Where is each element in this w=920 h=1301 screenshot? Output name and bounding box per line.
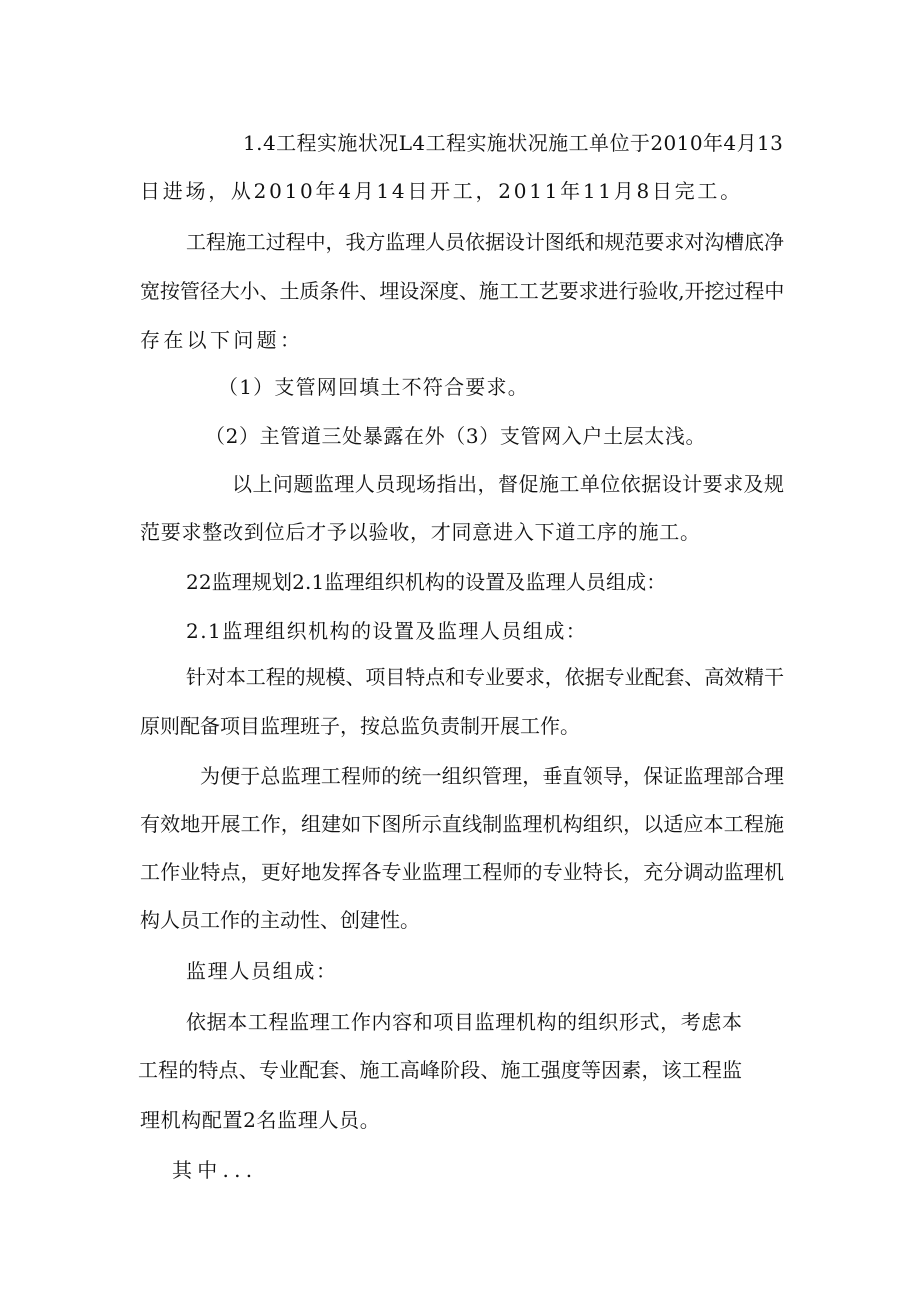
text-line-1: 1.4工程实施状况L4工程实施状况施工单位于2010年4月13 — [243, 131, 784, 155]
text-line-14: 为便于总监理工程师的统一组织管理，垂直领导，保证监理部合理 — [200, 764, 785, 788]
text-line-17: 构人员工作的主动性、创建性。 — [140, 908, 420, 932]
text-line-2: 日进场，从2010年4月14日开工，2011年11月8日完工。 — [140, 179, 743, 203]
text-line-15: 有效地开展工作，组建如下图所示直线制监理机构组织，以适应本工程施 — [140, 812, 785, 836]
text-line-7: （2）主管道三处暴露在外（3）支管网入户土层太浅。 — [205, 424, 707, 448]
text-line-22: 其中... — [172, 1158, 258, 1182]
text-line-10: 22监理规划2.1监理组织机构的设置及监理人员组成： — [186, 570, 667, 594]
text-line-16: 工作业特点，更好地发挥各专业监理工程师的专业特长，充分调动监理机 — [140, 860, 785, 884]
text-line-11: 2.1监理组织机构的设置及监理人员组成： — [186, 619, 588, 643]
text-line-4: 宽按管径大小、土质条件、埋设深度、施工工艺要求进行验收,开挖过程中 — [140, 279, 785, 303]
text-line-21: 理机构配置2名监理人员。 — [140, 1108, 381, 1132]
text-line-18: 监理人员组成： — [186, 959, 338, 983]
text-line-9: 范要求整改到位后才予以验收，才同意进入下道工序的施工。 — [140, 520, 701, 544]
text-line-5: 存在以下问题： — [140, 328, 304, 352]
text-line-20: 工程的特点、专业配套、施工高峰阶段、施工强度等因素，该工程监 — [138, 1058, 743, 1082]
text-line-13: 原则配备项目监理班子，按总监负责制开展工作。 — [140, 714, 580, 738]
text-line-8: 以上问题监理人员现场指出，督促施工单位依据设计要求及规 — [232, 472, 785, 496]
text-line-19: 依据本工程监理工作内容和项目监理机构的组织形式，考虑本 — [186, 1010, 743, 1034]
text-line-6: （1）支管网回填土不符合要求。 — [218, 375, 529, 399]
text-line-12: 针对本工程的规模、项目特点和专业要求，依据专业配套、高效精干 — [186, 665, 784, 689]
text-line-3: 工程施工过程中，我方监理人员依据设计图纸和规范要求对沟槽底净 — [186, 230, 784, 254]
